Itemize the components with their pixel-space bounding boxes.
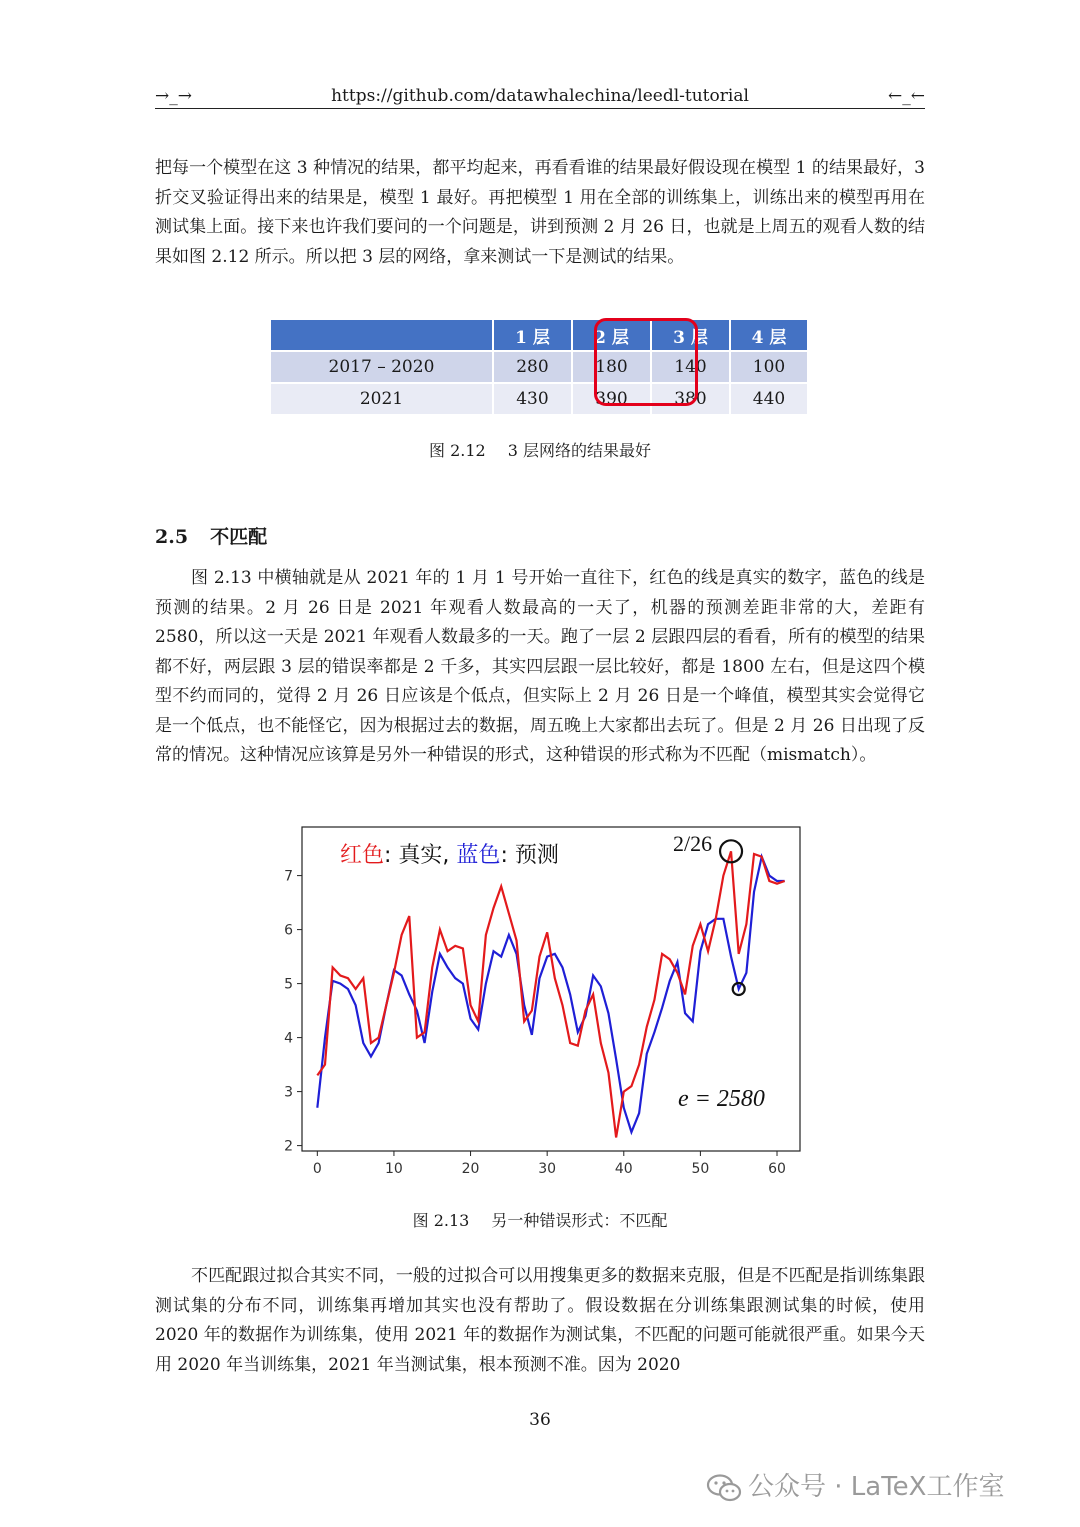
y-tick-label: 7 — [284, 868, 293, 885]
wechat-icon — [706, 1473, 742, 1503]
paragraph-body: 不匹配跟过拟合其实不同，一般的过拟合可以用搜集更多的数据来克服，但是不匹配是指训练集跟测试集的分布不同，训练集再增加其实也没有帮助了。假设数据在分训练集跟测试集的时候，使用 2020 年的数据作为训练集，使用 2021 年的数据作为测试集，不匹配的问题可能就很严重。如果今天用 2020 年当训练集，2021 年当测试集，根本预测不准。因为 2020 — [155, 1266, 925, 1375]
y-tick-label: 6 — [284, 922, 293, 939]
table-row — [271, 351, 807, 383]
legend-real-text: : 真实, — [384, 843, 457, 868]
header-url[interactable]: https://github.com/datawhalechina/leedl-tutorial — [331, 86, 749, 106]
page-number: 36 — [529, 1410, 551, 1430]
table-cell: 180 — [572, 351, 651, 383]
paragraph-intro: 把每一个模型在这 3 种情况的结果，都平均起来，再看看谁的结果最好假设现在模型 1 的结果最好，3 折交叉验证得出来的结果是，模型 1 最好。再把模型 1 用在全部的训练集上，训练出来的模型再用在测试集上面。接下来也许我们要问的一个问题是，讲到预测 2 月 26 日，也就是上周五的观看人数的结果如图 2.12 所示。所以把 3 层的网络，拿来测试一下是测试的结果。 — [155, 158, 925, 267]
section-title: 不匹配 — [210, 526, 268, 548]
x-tick-label: 30 — [538, 1161, 557, 1177]
y-tick-label: 2 — [284, 1138, 293, 1155]
table-cell: 430 — [493, 383, 572, 414]
section-number: 2.5 — [155, 526, 189, 548]
chart-legend — [340, 843, 559, 868]
paragraph-body: 图 2.13 中横轴就是从 2021 年的 1 月 1 号开始一直往下，红色的线是真实的数字，蓝色的线是预测的结果。2 月 26 日是 2021 年观看人数最高的一天了，机器的预测差距非常的大，差距有 2580，所以这一天是 2021 年观看人数最多的一天。跑了一层 2 层跟四层的看看，所有的模型的结果都不好，两层跟 3 层的错误率都是 2 千多，其实四层跟一层比较好，都是 1800 左右，但是这四个模型不约而同的，觉得 2 月 26 日应该是个低点，但实际上 2 月 26 日是一个峰值，模型其实会觉得它是一个低点，也不能怪它，因为根据过去的数据，周五晚上大家都出去玩了。但是 2 月 26 日出现了反常的情况。这种情况应该算是另外一种错误的形式，这种错误的形式称为不匹配（mismatch）。 — [155, 568, 925, 765]
watermark-text: 公众号 · LaTeX工作室 — [748, 1472, 1005, 1502]
x-tick-label: 50 — [691, 1161, 710, 1177]
x-tick-label: 60 — [768, 1161, 786, 1177]
figure-number: 图 2.13 — [412, 1211, 470, 1230]
table-header-cell: 3 层 — [651, 320, 730, 351]
section-heading — [155, 522, 267, 549]
table-cell: 100 — [730, 351, 807, 383]
table-row — [271, 383, 807, 414]
highlight-box — [594, 318, 698, 406]
results-table — [271, 320, 807, 414]
table-cell: 390 — [572, 383, 651, 414]
table-cell: 380 — [651, 383, 730, 414]
y-tick-label: 5 — [284, 976, 293, 993]
x-tick-label: 10 — [385, 1161, 403, 1177]
figure-number: 图 2.12 — [429, 441, 486, 460]
table-cell: 140 — [651, 351, 730, 383]
table-cell: 440 — [730, 383, 807, 414]
x-tick-label: 0 — [312, 1161, 322, 1177]
table-header-cell: 1 层 — [493, 320, 572, 351]
legend-real-label: 红色 — [340, 843, 385, 868]
y-tick-label: 3 — [284, 1084, 293, 1101]
table-cell: 280 — [493, 351, 572, 383]
figure-caption-text: 另一种错误形式：不匹配 — [491, 1211, 668, 1230]
table-header-cell: 4 层 — [730, 320, 807, 351]
figure-caption — [0, 438, 1080, 461]
annotation-error-label: e = 2580 — [678, 1086, 765, 1112]
watermark — [706, 1466, 1004, 1503]
x-tick-label: 20 — [461, 1161, 480, 1177]
table-header-cell: 2 层 — [572, 320, 651, 351]
legend-pred-label: 蓝色 — [456, 843, 501, 868]
x-tick-label: 40 — [614, 1161, 633, 1177]
running-header — [155, 86, 925, 109]
table-header-cell — [271, 320, 493, 351]
mismatch-line-chart — [270, 818, 810, 1186]
figure-caption — [0, 1208, 1080, 1231]
annotation-peak-label: 2/26 — [673, 831, 713, 856]
legend-pred-text: : 预测 — [500, 843, 559, 868]
y-tick-label: 4 — [284, 1030, 293, 1047]
table-cell: 2017 – 2020 — [271, 351, 493, 383]
table-header-row — [271, 320, 807, 351]
figure-caption-text: 3 层网络的结果最好 — [507, 441, 651, 460]
header-left-arrow: →_→ — [155, 86, 192, 106]
table-cell: 2021 — [271, 383, 493, 414]
header-right-arrow: ←_← — [888, 86, 925, 106]
